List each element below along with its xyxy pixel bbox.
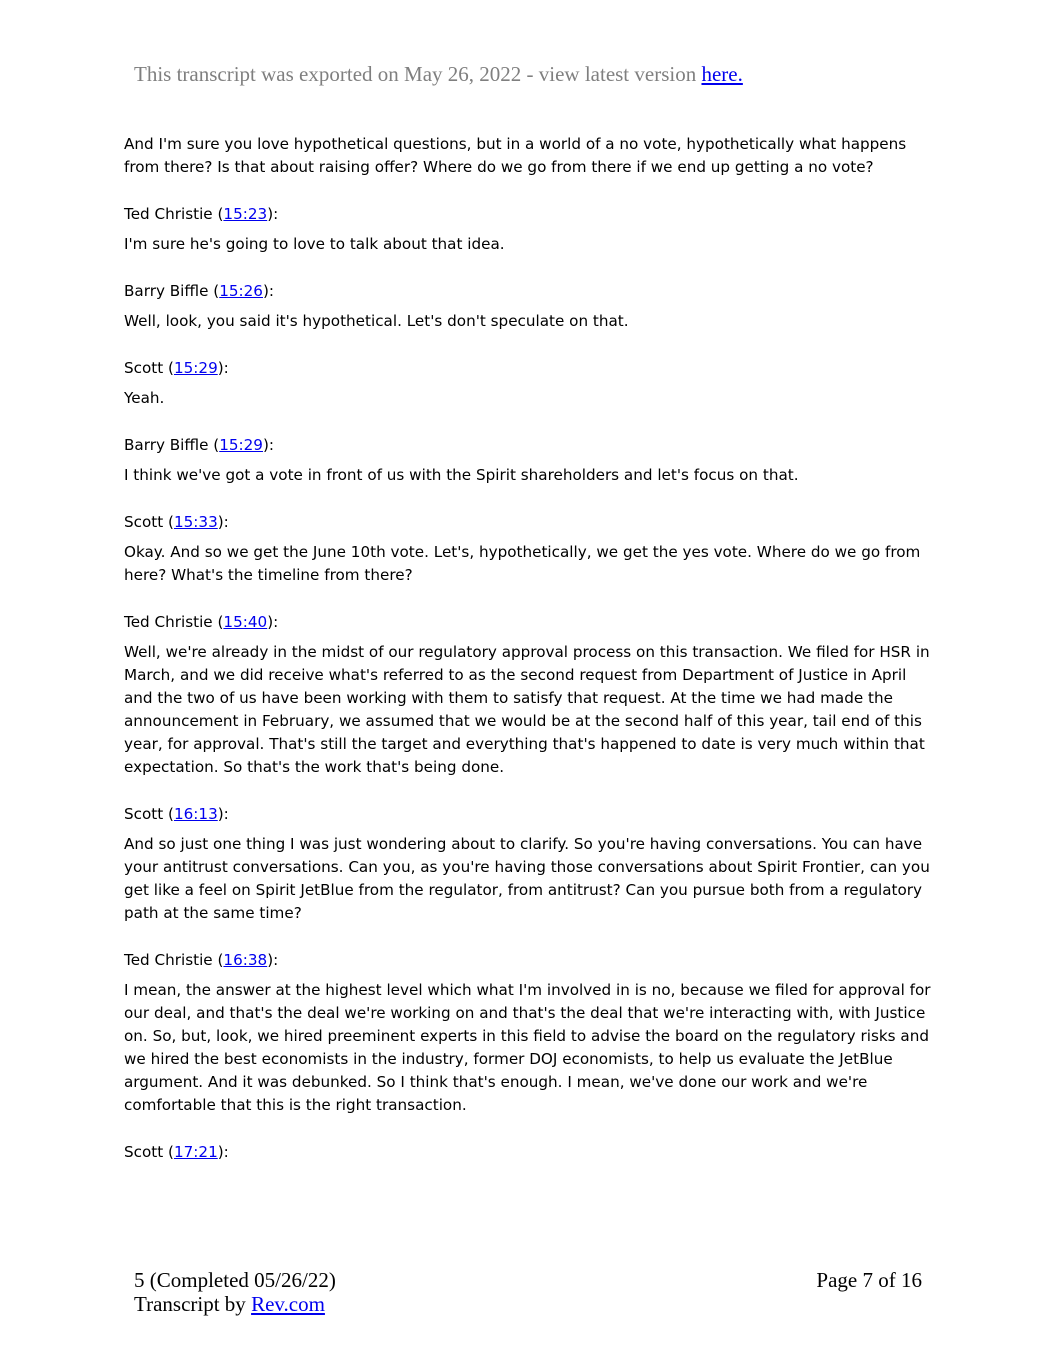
timestamp-link[interactable]: 16:38: [223, 951, 268, 969]
speech-text: I mean, the answer at the highest level which what I'm involved in is no, because we filed for approval for our deal, and that's the deal we're working on and that's the deal that we're interacting with, with Justice on. So, but, look, we hired preeminent experts in this field to advise the board on the regulatory risks and we hired the best economists in the industry, former DOJ economists, to help us evaluate the JetBlue argument. And it was debunked. So I think that's enough. I mean, we've done our work and we're comfortable that this is the right transaction.: [124, 981, 931, 1114]
page-footer: [134, 1268, 922, 1316]
export-notice-text: This transcript was exported on May 26, 2022 - view latest version: [134, 62, 702, 86]
transcript-entry: [124, 434, 934, 487]
speech-text: Okay. And so we get the June 10th vote. Let's, hypothetically, we get the yes vote. Where do we go from here? What's the timeline from there?: [124, 543, 921, 584]
speaker-line: Scott (15:33):: [124, 513, 229, 531]
speech-text: I'm sure he's going to love to talk about that idea.: [124, 235, 505, 253]
speaker-name: Scott: [124, 513, 164, 531]
timestamp-link[interactable]: 15:29: [173, 359, 218, 377]
speaker-name: Barry Biffle: [124, 436, 209, 454]
speaker-line: Scott (16:13):: [124, 805, 229, 823]
speech-text: I think we've got a vote in front of us with the Spirit shareholders and let's focus on that.: [124, 466, 799, 484]
transcript-entry: [124, 203, 934, 256]
speaker-line: Ted Christie (16:38):: [124, 951, 279, 969]
latest-version-link[interactable]: here.: [701, 62, 743, 86]
speaker-name: Scott: [124, 359, 164, 377]
timestamp-link[interactable]: 15:29: [219, 436, 263, 454]
speaker-name: Barry Biffle: [124, 282, 209, 300]
timestamp-link[interactable]: 15:23: [223, 205, 268, 223]
transcript-entry: [124, 280, 934, 333]
timestamp-link[interactable]: 15:40: [223, 613, 268, 631]
speaker-line: Ted Christie (15:23):: [124, 205, 279, 223]
intro-paragraph: And I'm sure you love hypothetical questions, but in a world of a no vote, hypothetically what happens from there? Is that about raising offer? Where do we go from there if we end up getting a no vote?: [124, 135, 907, 176]
footer-credit: [134, 1292, 922, 1316]
page-number: Page 7 of 16: [816, 1268, 922, 1292]
speaker-line: Barry Biffle (15:29):: [124, 436, 275, 454]
timestamp-link[interactable]: 16:13: [173, 805, 218, 823]
rev-link[interactable]: Rev.com: [251, 1292, 325, 1316]
transcript-entry: [124, 511, 934, 587]
transcript-entries: [124, 203, 934, 1164]
speaker-line: Scott (15:29):: [124, 359, 229, 377]
speaker-line: Barry Biffle (15:26):: [124, 282, 275, 300]
transcript-body: [124, 133, 934, 1171]
speech-text: Yeah.: [124, 389, 165, 407]
speaker-name: Ted Christie: [124, 613, 213, 631]
timestamp-link[interactable]: 15:33: [173, 513, 218, 531]
speaker-name: Ted Christie: [124, 951, 213, 969]
footer-completed: 5 (Completed 05/26/22): [134, 1268, 336, 1292]
speaker-line: Scott (17:21):: [124, 1143, 229, 1161]
speech-text: And so just one thing I was just wondering about to clarify. So you're having conversations. You can have your antitrust conversations. Can you, as you're having those conversations about Spirit Frontier, can you get like a feel on Spirit JetBlue from the regulator, from antitrust? Can you pursue both from a regulatory path at the same time?: [124, 835, 930, 922]
transcript-entry: [124, 611, 934, 779]
speech-text: Well, we're already in the midst of our regulatory approval process on this transaction. We filed for HSR in March, and we did receive what's referred to as the second request from Department of Justice in April and the two of us have been working with them to satisfy that request. At the time we had made the announcement in February, we assumed that we would be at the second half of this year, tail end of this year, for approval. That's still the target and everything that's happened to date is very much within that expectation. So that's the work that's being done.: [124, 643, 930, 776]
timestamp-link[interactable]: 15:26: [219, 282, 263, 300]
transcript-entry: [124, 949, 934, 1117]
speaker-name: Ted Christie: [124, 205, 213, 223]
speaker-line: Ted Christie (15:40):: [124, 613, 279, 631]
speech-text: Well, look, you said it's hypothetical. Let's don't speculate on that.: [124, 312, 629, 330]
timestamp-link[interactable]: 17:21: [173, 1143, 218, 1161]
transcript-entry: [124, 357, 934, 410]
export-notice: [134, 62, 743, 87]
transcript-entry: [124, 803, 934, 925]
speaker-name: Scott: [124, 1143, 164, 1161]
footer-credit-text: Transcript by: [134, 1292, 252, 1316]
transcript-entry: [124, 1141, 934, 1164]
speaker-name: Scott: [124, 805, 164, 823]
